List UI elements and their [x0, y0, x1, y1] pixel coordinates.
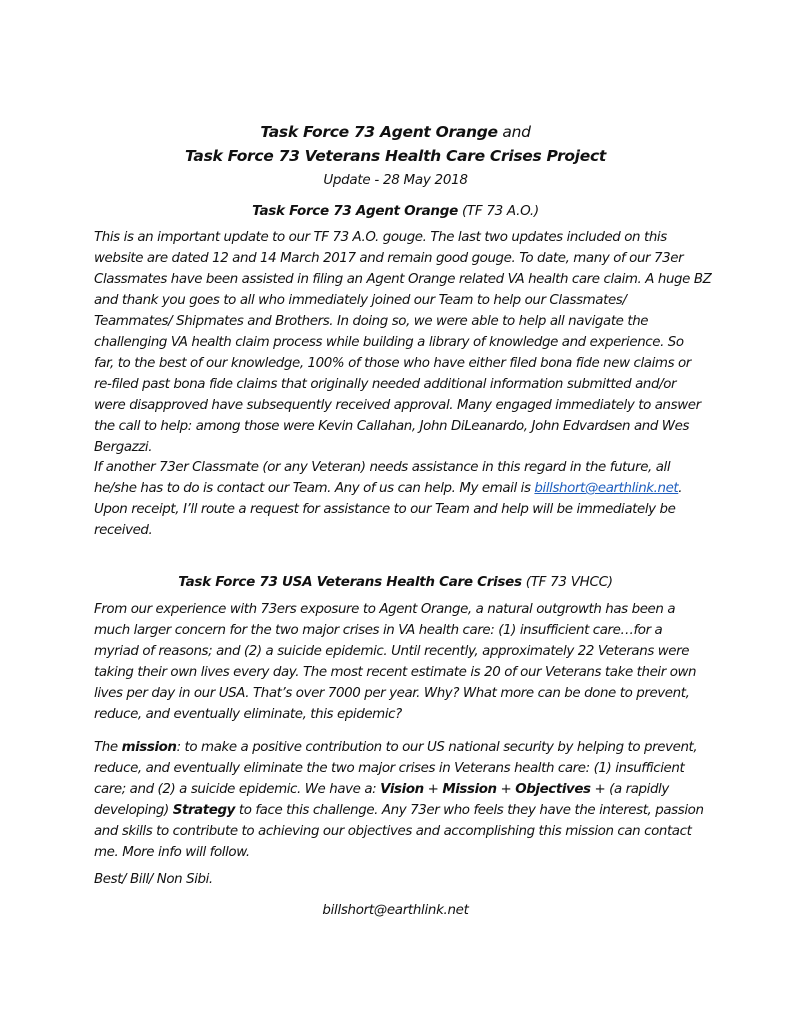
vhcc-paragraph-mission [94, 737, 714, 863]
paragraph-line: lives per day in our USA. That’s over 7000 per year. Why? What more can be done to prevent, [94, 686, 690, 701]
signature-email: billshort@earthlink.net [322, 903, 469, 918]
paragraph-line: Teammates/ Shipmates and Brothers. In doing so, we were able to help all navigate the [94, 314, 649, 329]
paragraph-line: much larger concern for the two major crises in VA health care: (1) insufficient care…for a [94, 623, 663, 638]
text-segment: to face this challenge. Any 73er who feels they have the interest, passion [235, 803, 704, 818]
paragraph-line: Bergazzi. [94, 440, 153, 455]
email-link[interactable]: billshort@earthlink.net [534, 481, 679, 496]
section-heading-abbrev: (TF 73 VHCC) [521, 574, 613, 590]
paragraph-line [94, 779, 714, 800]
text-segment: The [94, 740, 122, 755]
paragraph-line: and thank you goes to all who immediately joined our Team to help our Classmates/ [94, 293, 627, 308]
section-heading-abbrev: (TF 73 A.O.) [457, 203, 539, 219]
paragraph-line [94, 737, 714, 758]
title-line-2: Task Force 73 Veterans Health Care Crises Project [184, 147, 606, 165]
text-segment: . [678, 481, 683, 496]
paragraph-line: challenging VA health claim process while building a library of knowledge and experience. So [94, 335, 684, 350]
paragraph-line: From our experience with 73ers exposure to Agent Orange, a natural outgrowth has been a [94, 602, 676, 617]
section-heading-bold: Task Force 73 Agent Orange [252, 203, 458, 219]
paragraph-line: me. More info will follow. [94, 845, 250, 860]
paragraph-line: received. [94, 523, 153, 538]
paragraph-line: taking their own lives every day. The most recent estimate is 20 of our Veterans take their own [94, 665, 697, 680]
paragraph-line: far, to the best of our knowledge, 100% of those who have either filed bona fide new claims or [94, 356, 691, 371]
vision-keyword: Vision [380, 782, 424, 797]
text-segment: + (a rapidly [590, 782, 669, 797]
paragraph-line: If another 73er Classmate (or any Veteran) needs assistance in this regard in the future, all [94, 460, 671, 475]
objectives-keyword: Objectives [515, 782, 591, 797]
ao-paragraph-1 [94, 227, 714, 458]
text-segment: + [496, 782, 516, 797]
text-segment: care; and (2) a suicide epidemic. We have a: [94, 782, 381, 797]
section-heading-agent-orange [0, 201, 791, 221]
paragraph-line: myriad of reasons; and (2) a suicide epidemic. Until recently, approximately 22 Veterans were [94, 644, 690, 659]
title-and: and [497, 123, 531, 141]
text-segment: developing) [94, 803, 173, 818]
paragraph-line: were disapproved have subsequently received approval. Many engaged immediately to answer [94, 398, 701, 413]
strategy-keyword: Strategy [172, 803, 235, 818]
text-segment: + [423, 782, 443, 797]
paragraph-line: reduce, and eventually eliminate the two major crises in Veterans health care: (1) insufficient [94, 761, 685, 776]
paragraph-line-with-email [94, 478, 714, 499]
section-heading-bold: Task Force 73 USA Veterans Health Care Crises [178, 574, 522, 590]
title-line-1 [0, 122, 791, 142]
paragraph-line: website are dated 12 and 14 March 2017 and remain good gouge. To date, many of our 73er [94, 251, 684, 266]
title-agent-orange: Task Force 73 Agent Orange [260, 123, 498, 141]
signoff: Best/ Bill/ Non Sibi. [94, 872, 213, 887]
vhcc-paragraph-1 [94, 599, 714, 725]
paragraph-line: Classmates have been assisted in filing an Agent Orange related VA health care claim. A huge BZ [94, 272, 712, 287]
mission-keyword: mission [121, 740, 177, 755]
update-date: Update - 28 May 2018 [323, 172, 468, 188]
paragraph-line: and skills to contribute to achieving our objectives and accomplishing this mission can contact [94, 824, 692, 839]
ao-paragraph-2 [94, 457, 714, 541]
mission-keyword-2: Mission [442, 782, 497, 797]
paragraph-line: This is an important update to our TF 73 A.O. gouge. The last two updates included on this [94, 230, 667, 245]
paragraph-line: re-filed past bona fide claims that originally needed additional information submitted and/or [94, 377, 677, 392]
paragraph-line [94, 800, 714, 821]
text-segment: : to make a positive contribution to our US national security by helping to prevent, [176, 740, 698, 755]
paragraph-line: Upon receipt, I’ll route a request for assistance to our Team and help will be immediately be [94, 502, 676, 517]
text-segment: he/she has to do is contact our Team. Any of us can help. My email is [94, 481, 535, 496]
paragraph-line: reduce, and eventually eliminate, this epidemic? [94, 707, 402, 722]
paragraph-line: the call to help: among those were Kevin Callahan, John DiLeanardo, John Edvardsen and Wes [94, 419, 690, 434]
section-heading-vhcc [0, 572, 791, 592]
